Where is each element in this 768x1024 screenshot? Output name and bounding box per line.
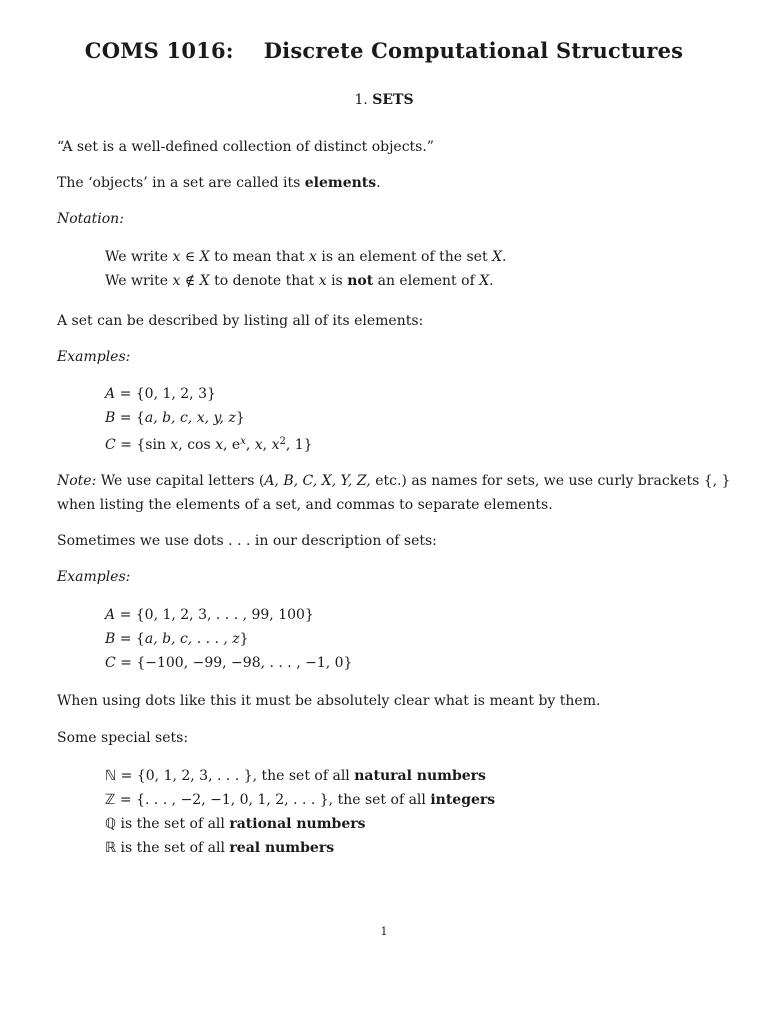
set-definition-quote: “A set is a well-defined collection of distinct objects.” xyxy=(57,139,434,155)
special-set-reals xyxy=(105,839,334,857)
math-var: x xyxy=(172,273,181,289)
set-name: B xyxy=(105,410,116,426)
section-heading xyxy=(0,92,768,108)
reals-symbol: ℝ xyxy=(105,840,117,856)
text: etc.) as names for sets, we use curly brackets {, } xyxy=(370,473,731,489)
term: rational numbers xyxy=(229,816,366,832)
example-set-b xyxy=(105,409,245,427)
text: , xyxy=(245,437,255,453)
text: = { xyxy=(115,410,145,426)
term: real numbers xyxy=(229,840,335,856)
text: = { xyxy=(115,631,145,647)
set-name: C xyxy=(105,655,116,671)
math-var: X xyxy=(479,273,490,289)
term-elements: elements xyxy=(304,175,377,191)
notation-non-membership xyxy=(105,272,494,290)
special-set-rationals xyxy=(105,815,365,833)
term: natural numbers xyxy=(354,768,486,784)
math-var: x xyxy=(271,437,280,453)
not-element-of-symbol: ∉ xyxy=(180,273,200,289)
set-name: B xyxy=(105,631,116,647)
text: an element of xyxy=(373,273,480,289)
examples-label: Examples: xyxy=(57,349,131,365)
text: We write xyxy=(105,273,173,289)
math-var: x xyxy=(215,437,224,453)
example-set-a xyxy=(105,385,216,403)
text: to mean that xyxy=(209,249,310,265)
examples-label-2: Examples: xyxy=(57,569,131,585)
integers-symbol: ℤ xyxy=(105,792,116,808)
note-line-2: when listing the elements of a set, and commas to separate elements. xyxy=(57,497,553,513)
dots-intro: Sometimes we use dots . . . in our description of sets: xyxy=(57,533,437,549)
special-set-naturals xyxy=(105,767,486,785)
exponent: x xyxy=(240,436,246,447)
naturals-symbol: ℕ xyxy=(105,768,117,784)
term: integers xyxy=(430,792,496,808)
notation-label: Notation: xyxy=(57,211,124,227)
text: . xyxy=(489,273,494,289)
text: } xyxy=(235,410,245,426)
math-var: x xyxy=(318,273,327,289)
set-name: A xyxy=(105,386,116,402)
listing-intro: A set can be described by listing all of its elements: xyxy=(57,313,424,329)
math-var: x xyxy=(254,437,263,453)
example2-set-a xyxy=(105,606,314,624)
clarity-note: When using dots like this it must be absolutely clear what is meant by them. xyxy=(57,693,601,709)
text: is xyxy=(326,273,348,289)
text: is an element of the set xyxy=(316,249,493,265)
text: is the set of all xyxy=(116,840,230,856)
example2-set-c xyxy=(105,654,352,672)
special-sets-intro: Some special sets: xyxy=(57,730,189,746)
text: We write xyxy=(105,249,173,265)
math-var: X xyxy=(199,273,210,289)
note-line-1 xyxy=(57,472,730,490)
text: , cos xyxy=(178,437,216,453)
set-listing: = {0, 1, 2, 3, . . . , 99, 100} xyxy=(115,607,314,623)
set-name: C xyxy=(105,437,116,453)
exponent: 2 xyxy=(279,436,286,447)
text: to denote that xyxy=(209,273,319,289)
note-label: Note: xyxy=(57,473,97,489)
math-var: X xyxy=(199,249,210,265)
rationals-symbol: ℚ xyxy=(105,816,117,832)
set-listing: a, b, c, . . . , z xyxy=(144,631,240,647)
text: } xyxy=(239,631,249,647)
text: . xyxy=(376,175,381,191)
text: We use capital letters ( xyxy=(96,473,265,489)
text: . xyxy=(501,249,507,265)
text: = {sin xyxy=(115,437,171,453)
math-var: x xyxy=(170,437,179,453)
special-set-integers xyxy=(105,791,495,809)
math-var: x xyxy=(172,249,181,265)
section-name: SETS xyxy=(372,92,414,108)
example2-set-b xyxy=(105,630,249,648)
page-number: 1 xyxy=(380,925,388,938)
set-listing: = {−100, −99, −98, . . . , −1, 0} xyxy=(115,655,353,671)
example-set-c xyxy=(105,433,313,454)
emphasis-not: not xyxy=(347,273,374,289)
text: The ‘objects’ in a set are called its xyxy=(57,175,305,191)
text: = {0, 1, 2, 3, . . . }, the set of all xyxy=(116,768,355,784)
set-listing: a, b, c, x, y, z xyxy=(144,410,236,426)
element-of-symbol: ∈ xyxy=(180,249,200,265)
text: = {. . . , −2, −1, 0, 1, 2, . . . }, the set of all xyxy=(115,792,431,808)
math-letters: A, B, C, X, Y, Z, xyxy=(264,473,371,489)
page-title: COMS 1016: Discrete Computational Structures xyxy=(84,38,684,63)
math-var: X xyxy=(492,249,502,265)
text: , e xyxy=(223,437,241,453)
section-number: 1. xyxy=(354,92,368,108)
set-name: A xyxy=(105,607,116,623)
text: , 1} xyxy=(285,437,313,453)
text: , xyxy=(262,437,272,453)
text: is the set of all xyxy=(116,816,230,832)
elements-definition xyxy=(57,174,381,192)
set-listing: = {0, 1, 2, 3} xyxy=(115,386,216,402)
math-var: x xyxy=(309,249,317,265)
notation-membership xyxy=(105,248,506,266)
